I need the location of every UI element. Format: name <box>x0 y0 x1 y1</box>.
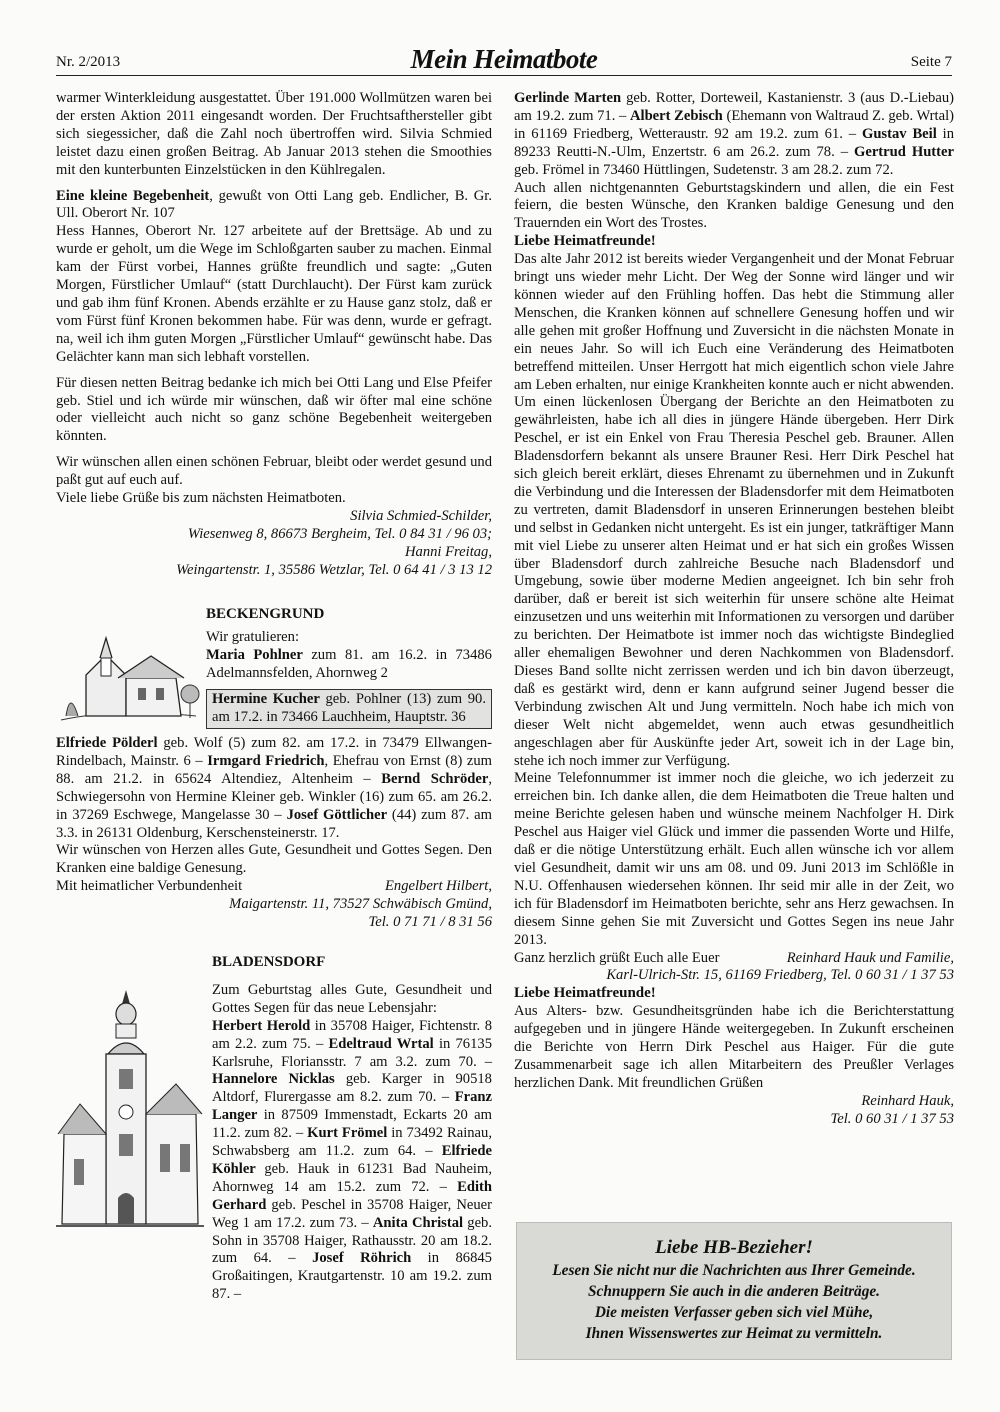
birthday-details: , Ehefrau von Ernst (8) zum 88. am 21.2. in 65624 Altendiez, Altenheim – <box>56 752 492 787</box>
closing-wishes: Wir wünschen von Herzen alles Gute, Gesundheit und Gottes Segen. Den Kranken eine baldige Genesung. <box>56 842 492 877</box>
signature-line: Silvia Schmied-Schilder, <box>350 507 492 524</box>
signature-line: Weingartenstr. 1, 35586 Wetzlar, Tel. 0 64 41 / 3 13 12 <box>176 561 492 578</box>
beckengrund-section <box>56 606 492 932</box>
church-illustration <box>56 984 204 1234</box>
wishes-paragraph: Wir wünschen allen einen schönen Februar, bleibt oder werdet gesund und paßt gut auf euch auf. <box>56 454 492 489</box>
birthday-name: Hannelore Nicklas <box>212 1071 335 1088</box>
general-wishes: Auch allen nichtgenannten Geburtstagskindern und allen, die ein Fest feiern, die besten Wünsche, den Kranken baldige Genesung und den Trauernden ein Wort des Trostes. <box>514 179 954 232</box>
greeting-line: Viele liebe Grüße bis zum nächsten Heimatboten. <box>56 490 346 507</box>
birthday-name: Gustav Beil <box>861 125 937 142</box>
page-number: Seite 7 <box>910 54 952 70</box>
bladensdorf-intro: Zum Geburtstag alles Gute, Gesundheit und Gottes Segen für das neue Lebensjahr: <box>212 981 492 1016</box>
birthday-details: geb. Karger in 90518 Altdorf, Flurergasse am 8.2. zum 70. – <box>212 1071 492 1106</box>
birthday-name: Franz Langer <box>212 1089 492 1124</box>
birthday-details: in 35708 Haiger, Fichtenstr. 8 am 2.2. zum 75. – <box>212 1017 492 1052</box>
notice-line: Schnuppern Sie auch in die anderen Beiträge. <box>588 1283 880 1300</box>
letter-heading: Liebe Heimatfreunde! <box>514 233 656 250</box>
left-column <box>56 90 492 1304</box>
birthday-details: geb. Hauk in 61231 Bad Nauheim, Ahornweg 14 am 15.2. zum 72. – <box>212 1160 492 1195</box>
birthday-name: Irmgard Friedrich <box>207 752 325 769</box>
intro-paragraph: warmer Winterkleidung ausgestattet. Über 191.000 Wollmützen waren bei der ersten Aktion 2011 eingesandt worden. Der Fruchtsafthersteller gibt sich siegessicher, daß die Zahl noch übertroffen wird. Silvia Schmied leistet dazu einen großen Beitrag. Ab Januar 2013 stehen die Smoothies mit den kunterbunten Einzelstücken in den Kühlregalen. <box>56 90 492 178</box>
signature-line: Wiesenweg 8, 86673 Bergheim, Tel. 0 84 31 / 96 03; <box>187 525 492 542</box>
birthday-name: Edith Gerhard <box>212 1178 492 1213</box>
birthday-details: geb. Frömel in 73460 Hüttlingen, Sudetenstr. 3 am 28.2. zum 72. <box>514 161 894 178</box>
birthday-name: Josef Röhrich <box>312 1250 412 1267</box>
birthday-name: Albert Zebisch <box>629 107 723 124</box>
notice-title: Liebe HB-Bezieher! <box>655 1237 813 1258</box>
birthday-name: Maria Pohlner <box>206 647 303 664</box>
birthday-details: (44) zum 87. am 3.3. in 26131 Oldenburg, Kerschensteinerstr. 17. <box>56 806 492 841</box>
notice-box <box>516 1222 952 1360</box>
birthday-name: Gertrud Hutter <box>853 143 954 160</box>
birthday-name: Elfriede Köhler <box>212 1143 492 1177</box>
signature-row <box>56 878 492 896</box>
birthday-name: Herbert Herold <box>212 1017 311 1034</box>
bladensdorf-title: BLADENSDORF <box>212 953 326 970</box>
signature-line: Tel. 0 71 71 / 8 31 56 <box>368 914 492 931</box>
signature-phone: Tel. 0 60 31 / 1 37 53 <box>830 1110 954 1127</box>
birthday-details: (Ehemann von Waltraud Z. geb. Wrtal) in 61169 Friedberg, Wetteraustr. 92 am 19.2. zum 61. – <box>514 107 954 142</box>
birthday-list-continued <box>514 90 954 180</box>
birthday-details: in 73492 Rainau, Schwabsberg am 11.2. zum 64. – <box>212 1125 492 1160</box>
birthday-details: in 76135 Karlsruhe, Floriansstr. 7 am 3.2. zum 70. – <box>212 1035 492 1070</box>
story-heading <box>56 188 492 224</box>
birthday-name: Kurt Frömel <box>307 1125 388 1142</box>
birthday-details: , Schwiegersohn von Hermine Kleiner geb. Winkler (16) zum 65. am 26.2. in 37269 Eschwege, Mangelasse 30 – <box>56 770 492 823</box>
birthday-details: in 89233 Reutti-N.-Ulm, Enzertstr. 6 am 26.2. zum 78. – <box>514 125 955 160</box>
birthday-list <box>212 1018 492 1305</box>
letter-paragraph: Meine Telefonnummer ist immer noch die gleiche, wo ich jederzeit zu erreichen bin. Ich danke allen, die dem Heimatboten die Treue halten und meine Berichte gelesen haben und wünsche meinem Nachfolger H. Dirk Peschel aus Haiger viel Glück und immer die passenden Worte und Hilfe, daß er die nötige Unterstützung erhält. Euch allen wünsche ich vor allem viel Gesundheit, damit wir uns am 08. und 09. Juni 2013 im Schlößle in N.U. Offenhausen wiedersehen können. Ihr seid mir alle in der Zeit, wo ich für Bladensdorf im Heimatboten berichte, sehr ans Herz gewachsen. In diesem Sinne gehen Sie mit Zuversicht und Gottes Segen ins neue Jahr 2013. <box>514 770 954 948</box>
birthday-details: geb. Pohlner (13) zum 90. am 17.2. in 73466 Lauchheim, Hauptstr. 36 <box>212 691 486 726</box>
birthday-name: Elfriede Pölderl <box>56 735 158 751</box>
story-body: Hess Hannes, Oberort Nr. 127 arbeitete auf der Brettsäge. Ab und zu wurde er geholt, um die Wege im Schloßgarten sauber zu machen. Einmal kam der Fürst vorbei, Hannes grüßte freundlich und sagte: „Guten Morgen, Fürstlicher Umlauf“ (statt Durchlaucht). Der Fürst kam zurück und gab ihm fünf Kronen. Abends erzählte er zu Hause ganz stolz, daß er vom Fürst fünf Kronen bekommen habe. Für was denn, wurde er gefragt. na, weil ich ihm guten Morgen „Fürstlicher Umlauf“ gewünscht habe. Das Gelächter kann man sich lebhaft vorstellen. <box>56 223 492 365</box>
beckengrund-title: BECKENGRUND <box>206 605 325 622</box>
birthday-entry <box>206 647 492 683</box>
highlight-box <box>206 689 492 729</box>
notice-line: Lesen Sie nicht nur die Nachrichten aus Ihrer Gemeinde. <box>552 1262 916 1279</box>
page-header <box>56 44 952 74</box>
birthday-list <box>56 735 492 842</box>
signature-line: Maigartenstr. 11, 73527 Schwäbisch Gmünd, <box>229 896 492 913</box>
birthday-name: Josef Göttlicher <box>286 806 388 823</box>
birthday-name: Anita Christal <box>372 1214 464 1231</box>
chapel-illustration <box>56 620 202 728</box>
story-title: Eine kleine Begebenheit <box>56 187 210 204</box>
birthday-details: in 87509 Immenstadt, Eckarts 20 am 11.2. zum 82. – <box>212 1107 492 1142</box>
closing-greeting: Mit heimatlicher Verbundenheit <box>56 878 243 895</box>
birthday-details: geb. Rotter, Dorteweil, Kastanienstr. 3 (aus D.-Liebau) am 19.2. zum 71. – <box>514 90 954 124</box>
notice-line: Die meisten Verfasser geben sich viel Mühe, <box>594 1304 874 1321</box>
notice-line: Ihnen Wissenswertes zur Heimat zu vermitteln. <box>585 1325 883 1342</box>
letter-body: Aus Alters- bzw. Gesundheitsgründen habe ich die Berichterstattung aufgegeben und in jüngere Hände weitergegeben. In Zukunft erscheinen die Berichte von Herrn Dirk Peschel aus Haiger. Für die gute Zusammenarbeit sage ich allen Mitarbeitern des Preußler Verlages herzlichen Dank. Mit freundlichen Grüßen <box>514 1003 954 1091</box>
birthday-details: in 86845 Großaitingen, Krautgartenstr. 10 am 19.2. zum 87. – <box>212 1250 492 1303</box>
signature-address: Karl-Ulrich-Str. 15, 61169 Friedberg, Tel. 0 60 31 / 1 37 53 <box>606 967 954 984</box>
birthday-details: zum 81. am 16.2. in 73486 Adelmannsfelden, Ahornweg 2 <box>206 647 492 682</box>
bladensdorf-section <box>56 954 492 1304</box>
birthday-name: Gerlinde Marten <box>514 90 622 106</box>
letter-heading: Liebe Heimatfreunde! <box>514 985 656 1002</box>
congrats-line: Wir gratulieren: <box>206 629 300 646</box>
signature-name: Engelbert Hilbert, <box>384 878 492 895</box>
signature-name: Reinhard Hauk und Familie, <box>786 949 954 966</box>
letter-paragraph: Das alte Jahr 2012 ist bereits wieder Vergangenheit und der Monat Februar bringt uns wieder mehr Licht. Der Weg der Sonne wird länger und wir können wieder auf den Frühling hoffen. Das hebt die Stimmung aller Menschen, die Kranken können auf schnellere Genesung hoffen und wir alle gehen mit großer Hoffnung und Zuversicht in die nächsten Monate in ein neues Jahr. So will ich Euch eine Veränderung des Heimatboten betreffend mitteilen. Unser Herrgott hat mich eigentlich schon viele Jahre am Leben erhalten, nur einige Krankheiten konnte auch er nicht abwenden. Um einen lückenlosen Übergang der Berichte an den Heimatboten zu gewährleisten, habe ich all dies in jüngere Hände übergeben. Herr Dirk Peschel, er ist ein Enkel von Frau Theresia Peschel geb. Brauner. Allen Bladensdorfern bekannt als unsere Brauner Resi. Herr Dirk Peschel hat sich gleich bereit erklärt, dieses Ehrenamt zu übernehmen und in Zukunft die Verbindung und die Interessen der Bladensdorfer mit dem Heimatboten zu vertreten, damit Bladensdorf in unseren Erinnerungen bestehen bleibt und selbst in Gedanken nicht untergeht. Es ist ein junger, tatkräftiger Mann mit viel Liebe zu unserer alten Heimat und er hat sich ein großes Wissen über Bladensdorf durch zahlreiche Besuche nach Bladensdorf und Umgebung, sowie über moderne Medien angeeignet. Ich bin sehr froh darüber, daß er bereit ist sich weiterhin für unsere schöne alte Heimat einzusetzen und uns weiterhin mit Informationen zu versorgen und darüber zu berichten. Der Heimatbote ist immer noch das wichtigste Bindeglied aller ehemaligen Bewohner und deren Nachkommen von Bladensdorf. Dieses Band sollte nicht zerrissen werden und ich bin davon überzeugt, daß es gestärkt wird, denn er kann aufgrund seiner Jugend besser die Verbindung zwischen Alt und Jung vermitteln. Noch habe ich mich von dieser Welt nicht abgemeldet, wenn auch etwas gesundheitlich angeschlagen aber für Auskünfte jeder Art, soweit ich in der Lage bin, stehe ich noch immer zur Verfügung. <box>514 251 954 769</box>
birthday-name: Hermine Kucher <box>212 691 320 708</box>
birthday-details: geb. Peschel in 35708 Haiger, Neuer Weg 1 am 17.2. zum 73. – <box>212 1196 492 1231</box>
birthday-name: Edeltraud Wrtal <box>328 1035 434 1052</box>
letter-paragraph <box>514 1003 954 1093</box>
thanks-paragraph: Für diesen netten Beitrag bedanke ich mich bei Otti Lang und Else Pfeifer geb. Stiel und ich würde mir wünschen, daß wir öfter mal eine schöne oder vielleicht auch nicht so ganz schöne Begebenheit weitergeben könnten. <box>56 374 492 445</box>
issue-number: Nr. 2/2013 <box>56 54 121 70</box>
birthday-details: geb. Wolf (5) zum 82. am 17.2. in 73479 Ellwangen-Rindelbach, Mainstr. 6 – <box>56 735 492 769</box>
right-column <box>514 90 954 1129</box>
signature-row <box>514 950 954 968</box>
header-rule <box>56 75 952 76</box>
story-attribution: , gewußt von Otti Lang geb. Endlicher, B. Gr. Ull. Oberort Nr. 107 <box>56 187 493 222</box>
masthead-title: Mein Heimatbote <box>410 44 598 74</box>
birthday-details: geb. Sohn in 35708 Haiger, Rathausstr. 20 am 18.2. zum 64. – <box>212 1214 492 1267</box>
signature-name: Reinhard Hauk, <box>861 1092 954 1109</box>
birthday-name: Bernd Schröder <box>381 770 489 787</box>
closing-greeting: Ganz herzlich grüßt Euch alle Euer <box>514 949 720 966</box>
signature-line: Hanni Freitag, <box>404 543 492 560</box>
